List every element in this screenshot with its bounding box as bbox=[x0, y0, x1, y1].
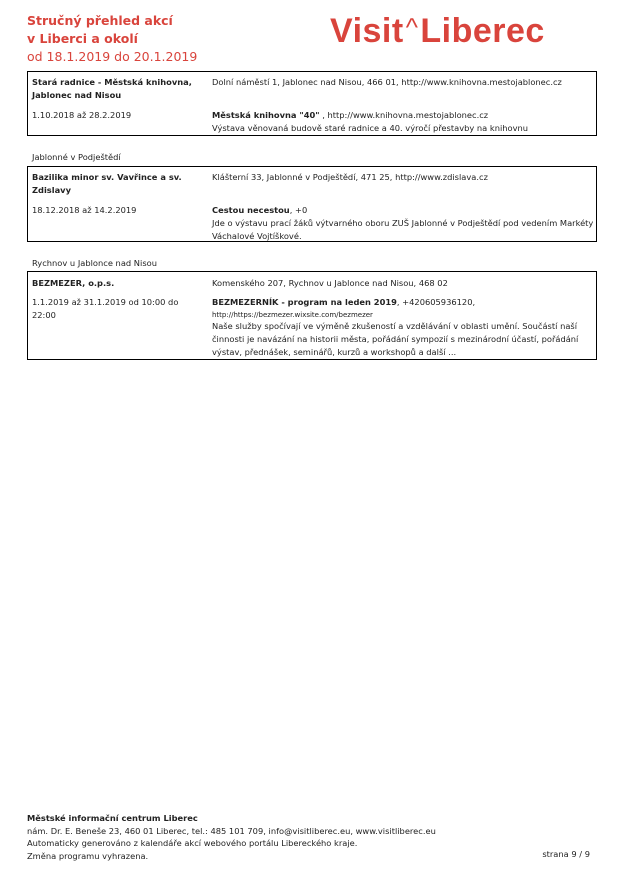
event-box bbox=[27, 166, 597, 242]
footer-generated-note: Automaticky generováno z kalendáře akcí webového portálu Libereckého kraje. bbox=[27, 838, 358, 848]
event-title-suffix: , +0 bbox=[289, 205, 308, 215]
event-title-suffix: , +420605936120, bbox=[396, 297, 476, 307]
venue-address: Klášterní 33, Jablonné v Podještědí, 471 25, http://www.zdislava.cz bbox=[212, 172, 488, 182]
event-box bbox=[27, 271, 597, 360]
venue-address: Komenského 207, Rychnov u Jablonce nad Nisou, 468 02 bbox=[212, 278, 448, 288]
footer-contact: nám. Dr. E. Beneše 23, 460 01 Liberec, tel.: 485 101 709, info@visitliberec.eu, www.visitliberec.eu bbox=[27, 825, 436, 836]
event-description: Výstava věnovaná budově staré radnice a 40. výročí přestavby na knihovnu bbox=[212, 123, 529, 133]
event-title: BEZMEZERNÍK - program na leden 2019 bbox=[212, 297, 397, 307]
title-line-2: v Liberci a okolí bbox=[27, 31, 138, 46]
report-title bbox=[27, 12, 197, 66]
logo-text-visit: Visit bbox=[330, 12, 404, 50]
venue-address: Dolní náměstí 1, Jablonec nad Nisou, 466 01, http://www.knihovna.mestojablonec.cz bbox=[212, 77, 562, 87]
logo-text-liberec: Liberec bbox=[420, 12, 545, 50]
event-date: 1.10.2018 až 28.2.2019 bbox=[32, 110, 132, 120]
title-line-1: Stručný přehled akcí bbox=[27, 13, 173, 28]
venue-name: Stará radnice - Městská knihovna, Jablonec nad Nisou bbox=[32, 77, 192, 100]
event-title: Cestou necestou bbox=[212, 205, 290, 215]
section-location: Rychnov u Jablonce nad Nisou bbox=[32, 258, 157, 268]
footer bbox=[27, 812, 597, 862]
event-title-line bbox=[212, 296, 594, 309]
date-range: od 18.1.2019 do 20.1.2019 bbox=[27, 49, 198, 64]
event-url: http://https://bezmezer.wixsite.com/bezmezer bbox=[212, 311, 373, 319]
section-location: Jablonné v Podještědí bbox=[32, 152, 121, 162]
event-description: Jde o výstavu prací žáků výtvarného oboru ZUŠ Jablonné v Podještědí pod vedením Markéty Váchalové Vojtíškové. bbox=[212, 218, 594, 241]
venue-name: BEZMEZER, o.p.s. bbox=[32, 278, 115, 288]
event-title-suffix: , http://www.knihovna.mestojablonec.cz bbox=[319, 110, 489, 120]
event-title-line bbox=[212, 204, 594, 217]
event-box bbox=[27, 71, 597, 136]
page-number: strana 9 / 9 bbox=[542, 849, 590, 859]
event-date: 18.12.2018 až 14.2.2019 bbox=[32, 205, 137, 215]
visit-liberec-logo bbox=[330, 11, 545, 53]
event-date: 1.1.2019 až 31.1.2019 od 10:00 do 22:00 bbox=[32, 297, 179, 320]
logo-caret-icon: ^ bbox=[405, 12, 419, 42]
venue-name: Bazilika minor sv. Vavřince a sv. Zdislavy bbox=[32, 172, 182, 195]
footer-disclaimer: Změna programu vyhrazena. bbox=[27, 850, 149, 861]
footer-org: Městské informační centrum Liberec bbox=[27, 813, 198, 823]
event-title-line bbox=[212, 109, 594, 122]
event-title: Městská knihovna "40" bbox=[212, 110, 320, 120]
event-description: Naše služby spočívají ve výměně zkušeností a vzdělávání v oblasti umění. Součástí naší činnosti je navázání na historii města, pořádání sympozií s mezinárodní účastí, pořádání výstav, přednášek, seminářů, kurzů a workshopů a další ... bbox=[212, 321, 579, 357]
